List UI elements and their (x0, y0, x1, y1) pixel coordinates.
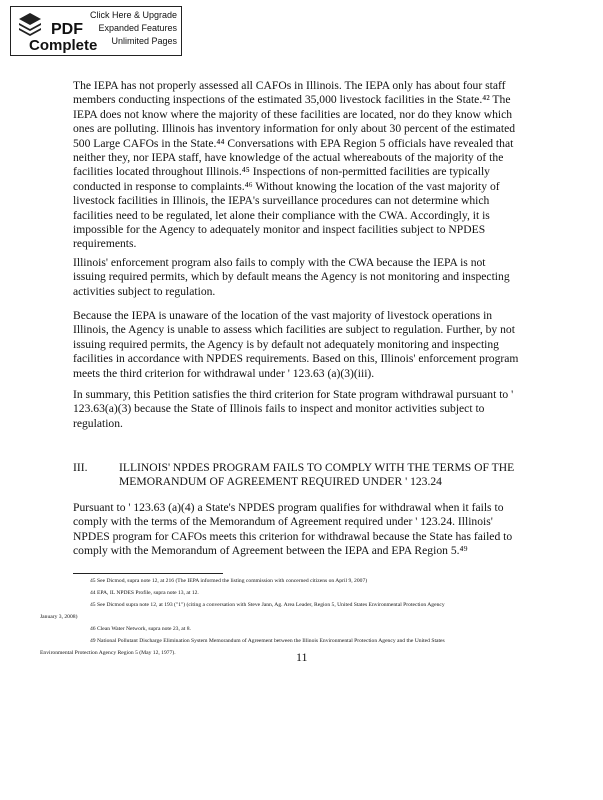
badge-complete-text: Complete (29, 37, 98, 54)
footnotes (0, 577, 603, 661)
footnote-line: Environmental Protection Agency Region 5 (May 12, 1977). (40, 650, 176, 656)
footnote-separator (73, 573, 223, 574)
section-number: III. (73, 461, 88, 474)
text-line: comply with the terms of the Memorandum of Agreement required under ' 123.24. Illinois' (73, 515, 493, 529)
section-heading (73, 461, 515, 490)
text-line: Pursuant to ' 123.63 (a)(4) a State's NPDES program qualifies for withdrawal when it fails to (73, 501, 504, 514)
text-line: conducted in response to complaints.⁴⁶ Without knowing the location of the vast majority of (73, 179, 500, 193)
badge-upgrade-link[interactable]: Click Here & Upgrade (89, 10, 177, 20)
badge-pages-text: Unlimited Pages (111, 36, 177, 46)
text-line: neither they, nor IEPA staff, have knowledge of the actual whereabouts of the majority of the (73, 151, 504, 165)
text-line: facilities located throughout Illinois.⁴⁵ Inspections of non-permitted facilities are typically (73, 165, 490, 179)
badge-features-text: Expanded Features (98, 23, 177, 33)
text-line: ones are polluting. Illinois has inventory information for only about 30 percent of the estimated (73, 122, 516, 136)
text-line: impossible for the Agency to adequately monitor and inspect facilities subject to NPDES (73, 223, 486, 237)
text-line: issuing required permits, the Agency is by default not adequately monitoring and inspecting (73, 337, 499, 351)
text-line: Illinois, the Agency is unable to assess which facilities are subject to regulation. Further, by not (73, 323, 515, 337)
text-line: members conducting inspections of the estimated 35,000 livestock facilities in the State.⁴² The (73, 93, 511, 107)
text-line: livestock facilities in Illinois, the IEPA's surveillance procedures can not determine which (73, 194, 490, 208)
text-line: regulation. (73, 416, 123, 430)
text-line: In summary, this Petition satisfies the third criterion for State program withdrawal pursuant to ' (73, 388, 514, 401)
badge-pdf-text: PDF (51, 21, 83, 38)
text-line: meets the third criterion for withdrawal under ' 123.63 (a)(3)(iii). (73, 366, 375, 380)
paragraph-iepa-assessment (73, 79, 548, 252)
footnote-line: 44 EPA, IL NPDES Profile, supra note 13, at 12. (90, 590, 199, 596)
footnote-line: 45 See Dicmod supra note 12, at 193 ("1") (citing a conversation with Steve Jann, Ag. Area Leader, Region 5, United States Environmental Protection Agency (90, 602, 445, 608)
text-line: requirements. (73, 237, 137, 251)
text-line: Illinois' enforcement program also fails to comply with the CWA because the IEPA is not (73, 256, 486, 269)
text-line: Because the IEPA is unaware of the location of the vast majority of livestock operations in (73, 309, 493, 322)
text-line: NPDES program for CAFOs meets this criterion for withdrawal because the State has failed to (73, 529, 513, 543)
text-line: issuing required permits, which by default means the Agency is not monitoring and inspecting (73, 270, 510, 284)
section-title-line: MEMORANDUM OF AGREEMENT REQUIRED UNDER ' 123.24 (119, 475, 442, 489)
text-line: facilities need to be regulated, let alone their compliance with the CWA. Accordingly, it is (73, 208, 490, 222)
text-line: activities subject to regulation. (73, 284, 216, 298)
paragraph-summary (73, 388, 548, 431)
text-line: 123.63(a)(3) because the State of Illinois fails to inspect and monitor activities subject to (73, 402, 485, 416)
footnote-line: January 3, 2008) (40, 614, 78, 620)
footnote-line: 49 National Pollutant Discharge Elimination System Memorandum of Agreement between the Illinois Environmental Protection Agency and the United States (90, 638, 445, 644)
paragraph-memorandum (73, 501, 548, 559)
stacked-layers-icon (17, 11, 43, 37)
footnote-line: 46 Clean Water Network, supra note 23, at 8. (90, 626, 191, 632)
text-line: 500 Large CAFOs in the State.⁴⁴ Conversations with EPA Region 5 officials have revealed that (73, 136, 514, 150)
footnote-line: 45 See Dicmod, supra note 12, at 216 (The IEPA informed the listing commission with concerned citizens on April 9, 2007) (90, 578, 368, 584)
text-line: IEPA does not know where the majority of these facilities are located, nor do they know which (73, 107, 513, 121)
pdf-complete-upgrade-badge[interactable] (10, 6, 182, 56)
text-line: The IEPA has not properly assessed all CAFOs in Illinois. The IEPA only has about four staff (73, 79, 506, 92)
paragraph-unaware-location (73, 309, 548, 381)
text-line: facilities in accordance with NPDES requirements. Based on this, Illinois' enforcement program (73, 352, 519, 366)
paragraph-enforcement-program (73, 256, 548, 299)
section-title-line: ILLINOIS' NPDES PROGRAM FAILS TO COMPLY WITH THE TERMS OF THE (119, 461, 515, 474)
text-line: comply with the Memorandum of Agreement between the IEPA and EPA Region 5.⁴⁹ (73, 544, 468, 558)
page-number: 11 (296, 650, 308, 664)
